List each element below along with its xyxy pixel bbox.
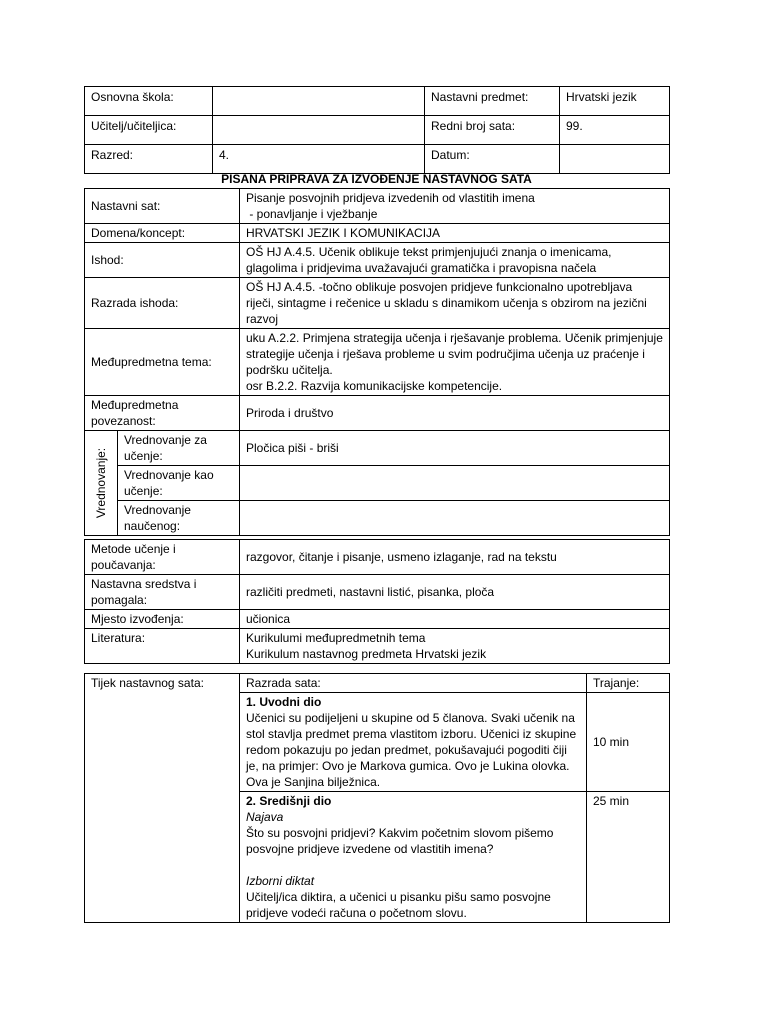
lesson-value [240,189,670,224]
date-value [560,145,670,174]
main-sub-1: Najava [246,810,284,824]
assess-as-label: Vrednovanje kao učenje: [118,466,240,501]
flow-label: Tijek nastavnog sata: [85,674,240,923]
main-text-1: Što su posvojni pridjevi? Kakvim početnim slovom pišemo posvojne pridjeve izvedene od vlastitih imena? [246,826,554,856]
literature-line-2: Kurikulum nastavnog predmeta Hrvatski jezik [246,647,487,661]
lesson-line-1: Pisanje posvojnih pridjeva izvedenih od vlastitih imena [246,191,535,205]
assessment-label: Vrednovanje: [94,447,108,519]
detail-header: Razrada sata: [240,674,587,693]
outcome-detail-label: Razrada ishoda: [85,278,240,329]
domain-label: Domena/koncept: [85,224,240,243]
outcome-label: Ishod: [85,243,240,278]
header-table [84,86,670,174]
intro-section [240,693,587,792]
cross-link-label: Međupredmetna povezanost: [85,396,240,431]
assess-as-value [240,466,670,501]
subject-label: Nastavni predmet: [425,87,560,116]
subject-value: Hrvatski jezik [560,87,670,116]
cross-theme-line-2: osr B.2.2. Razvija komunikacijske kompetencije. [246,379,503,393]
intro-duration: 10 min [587,693,670,792]
resources-label: Nastavna sredstva i pomagala: [85,575,240,610]
grade-value: 4. [213,145,425,174]
main-text-2: Učitelj/ica diktira, a učenici u pisanku pišu samo posvojne pridjeve vodeći računa o početnom slovu. [246,890,551,920]
methods-table [84,539,670,664]
assess-for-value: Pločica piši - briši [240,431,670,466]
teacher-label: Učitelj/učiteljica: [85,116,213,145]
main-sub-2: Izborni diktat [246,874,315,888]
school-label: Osnovna škola: [85,87,213,116]
plan-table [84,188,670,536]
assess-of-label: Vrednovanje naučenog: [118,501,240,536]
lesson-flow-table [84,673,670,923]
intro-title: 1. Uvodni dio [246,695,322,709]
main-title: 2. Središnji dio [246,794,332,808]
cross-theme-line-1: uku A.2.2. Primjena strategija učenja i rješavanje problema. Učenik primjenjuje strategije učenja i rješava probleme u svim područjima učenja uz praćenje i podršku učitelja. [246,331,663,377]
domain-value: HRVATSKI JEZIK I KOMUNIKACIJA [240,224,670,243]
lesson-label: Nastavni sat: [85,189,240,224]
date-label: Datum: [425,145,560,174]
cross-theme-value [240,329,670,396]
cross-theme-label: Međupredmetna tema: [85,329,240,396]
place-label: Mjesto izvođenja: [85,610,240,629]
main-duration: 25 min [587,792,670,923]
lesson-line-2: - ponavljanje i vježbanje [246,207,378,221]
methods-label: Metode učenje i poučavanja: [85,540,240,575]
cross-link-value: Priroda i društvo [240,396,670,431]
assessment-vertical-label [85,431,118,536]
intro-text: Učenici su podijeljeni u skupine od 5 članova. Svaki učenik na stol stavlja predmet prema vlastitom izboru. Učenici iz skupine redom pokazuju po jedan predmet, pokušavajući pogoditi čiji je, na primjer: Ovo je Markova gumica. Ovo je Lukina olovka. Ova je Sanjina bilježnica. [246,711,577,789]
outcome-value: OŠ HJ A.4.5. Učenik oblikuje tekst primjenjujući znanja o imenicama, glagolima i pridjevima uvažavajući gramatička i pravopisna načela [240,243,670,278]
literature-label: Literatura: [85,629,240,664]
grade-label: Razred: [85,145,213,174]
main-section [240,792,587,923]
main-spacer [246,857,580,873]
teacher-value [213,116,425,145]
assess-for-label: Vrednovanje za učenje: [118,431,240,466]
lesson-number-value: 99. [560,116,670,145]
document-title: PISANA PRIPRAVA ZA IZVOĐENJE NASTAVNOG SATA [221,172,532,186]
literature-value [240,629,670,664]
duration-header: Trajanje: [587,674,670,693]
place-value: učionica [240,610,670,629]
lesson-number-label: Redni broj sata: [425,116,560,145]
school-value [213,87,425,116]
literature-line-1: Kurikulumi međupredmetnih tema [246,631,426,645]
assess-of-value [240,501,670,536]
resources-value: različiti predmeti, nastavni listić, pisanka, ploča [240,575,670,610]
outcome-detail-value: OŠ HJ A.4.5. -točno oblikuje posvojen pridjeve funkcionalno upotrebljava riječi, sintagme i rečenice u skladu s dinamikom učenja s obzirom na jezični razvoj [240,278,670,329]
methods-value: razgovor, čitanje i pisanje, usmeno izlaganje, rad na tekstu [240,540,670,575]
